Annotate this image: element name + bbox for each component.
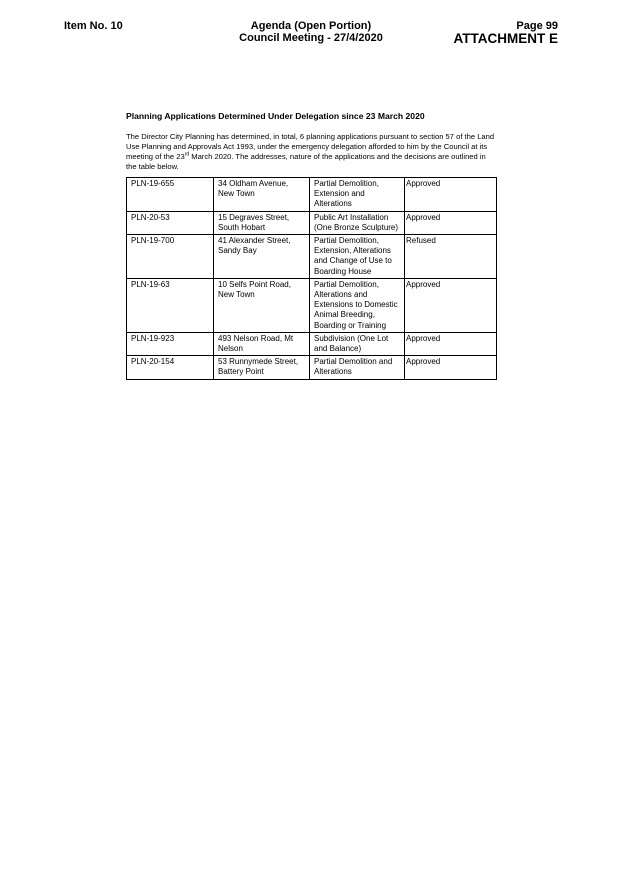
page-header-center [211, 20, 411, 44]
intro-text: The Director City Planning has determined, in total, 6 planning applications pursuant to section 57 of the Land Use Planning and Approvals Act 1993, under the emergency delegation afforded to him by the Council at its meeting of the 23 [126, 132, 495, 161]
table-row [127, 211, 497, 234]
application-ref: PLN-20-154 [127, 356, 214, 379]
intro-text-end: March 2020. The addresses, nature of the applications and the decisions are outlined in the table below. [126, 152, 486, 171]
application-decision: Approved [405, 211, 497, 234]
application-ref: PLN-20-53 [127, 211, 214, 234]
application-address: 41 Alexander Street, Sandy Bay [214, 235, 310, 279]
table-row [127, 332, 497, 355]
application-ref: PLN-19-700 [127, 235, 214, 279]
intro-paragraph [126, 132, 498, 172]
table-row [127, 235, 497, 279]
application-nature: Partial Demolition and Alterations [310, 356, 405, 379]
agenda-label: Agenda (Open Portion) [250, 20, 372, 32]
application-nature: Partial Demolition, Alterations and Extensions to Domestic Animal Breeding, Boarding or Training [310, 278, 405, 332]
intro-superscript: rd [184, 151, 190, 158]
application-decision: Refused [405, 235, 497, 279]
application-ref: PLN-19-655 [127, 178, 214, 212]
application-nature: Partial Demolition, Extension and Alterations [310, 178, 405, 212]
page-header-right [454, 20, 559, 46]
application-ref: PLN-19-923 [127, 332, 214, 355]
application-address: 493 Nelson Road, Mt Nelson [214, 332, 310, 355]
application-ref: PLN-19-63 [127, 278, 214, 332]
application-decision: Approved [405, 356, 497, 379]
application-decision: Approved [405, 178, 497, 212]
application-decision: Approved [405, 332, 497, 355]
application-address: 34 Oldham Avenue, New Town [214, 178, 310, 212]
applications-table [126, 177, 497, 380]
application-nature: Subdivision (One Lot and Balance) [310, 332, 405, 355]
application-address: 15 Degraves Street, South Hobart [214, 211, 310, 234]
document-title: Planning Applications Determined Under Delegation since 23 March 2020 [126, 111, 425, 121]
table-row [127, 178, 497, 212]
document-body [126, 111, 498, 380]
page-number: Page 99 [516, 20, 558, 32]
table-row [127, 356, 497, 379]
application-nature: Partial Demolition, Extension, Alterations and Change of Use to Boarding House [310, 235, 405, 279]
application-address: 53 Runnymede Street, Battery Point [214, 356, 310, 379]
application-nature: Public Art Installation (One Bronze Sculpture) [310, 211, 405, 234]
meeting-label: Council Meeting - 27/4/2020 [239, 32, 383, 44]
attachment-label: ATTACHMENT E [453, 31, 558, 46]
table-row [127, 278, 497, 332]
item-number: Item No. 10 [64, 20, 123, 32]
application-decision: Approved [405, 278, 497, 332]
application-address: 10 Selfs Point Road, New Town [214, 278, 310, 332]
